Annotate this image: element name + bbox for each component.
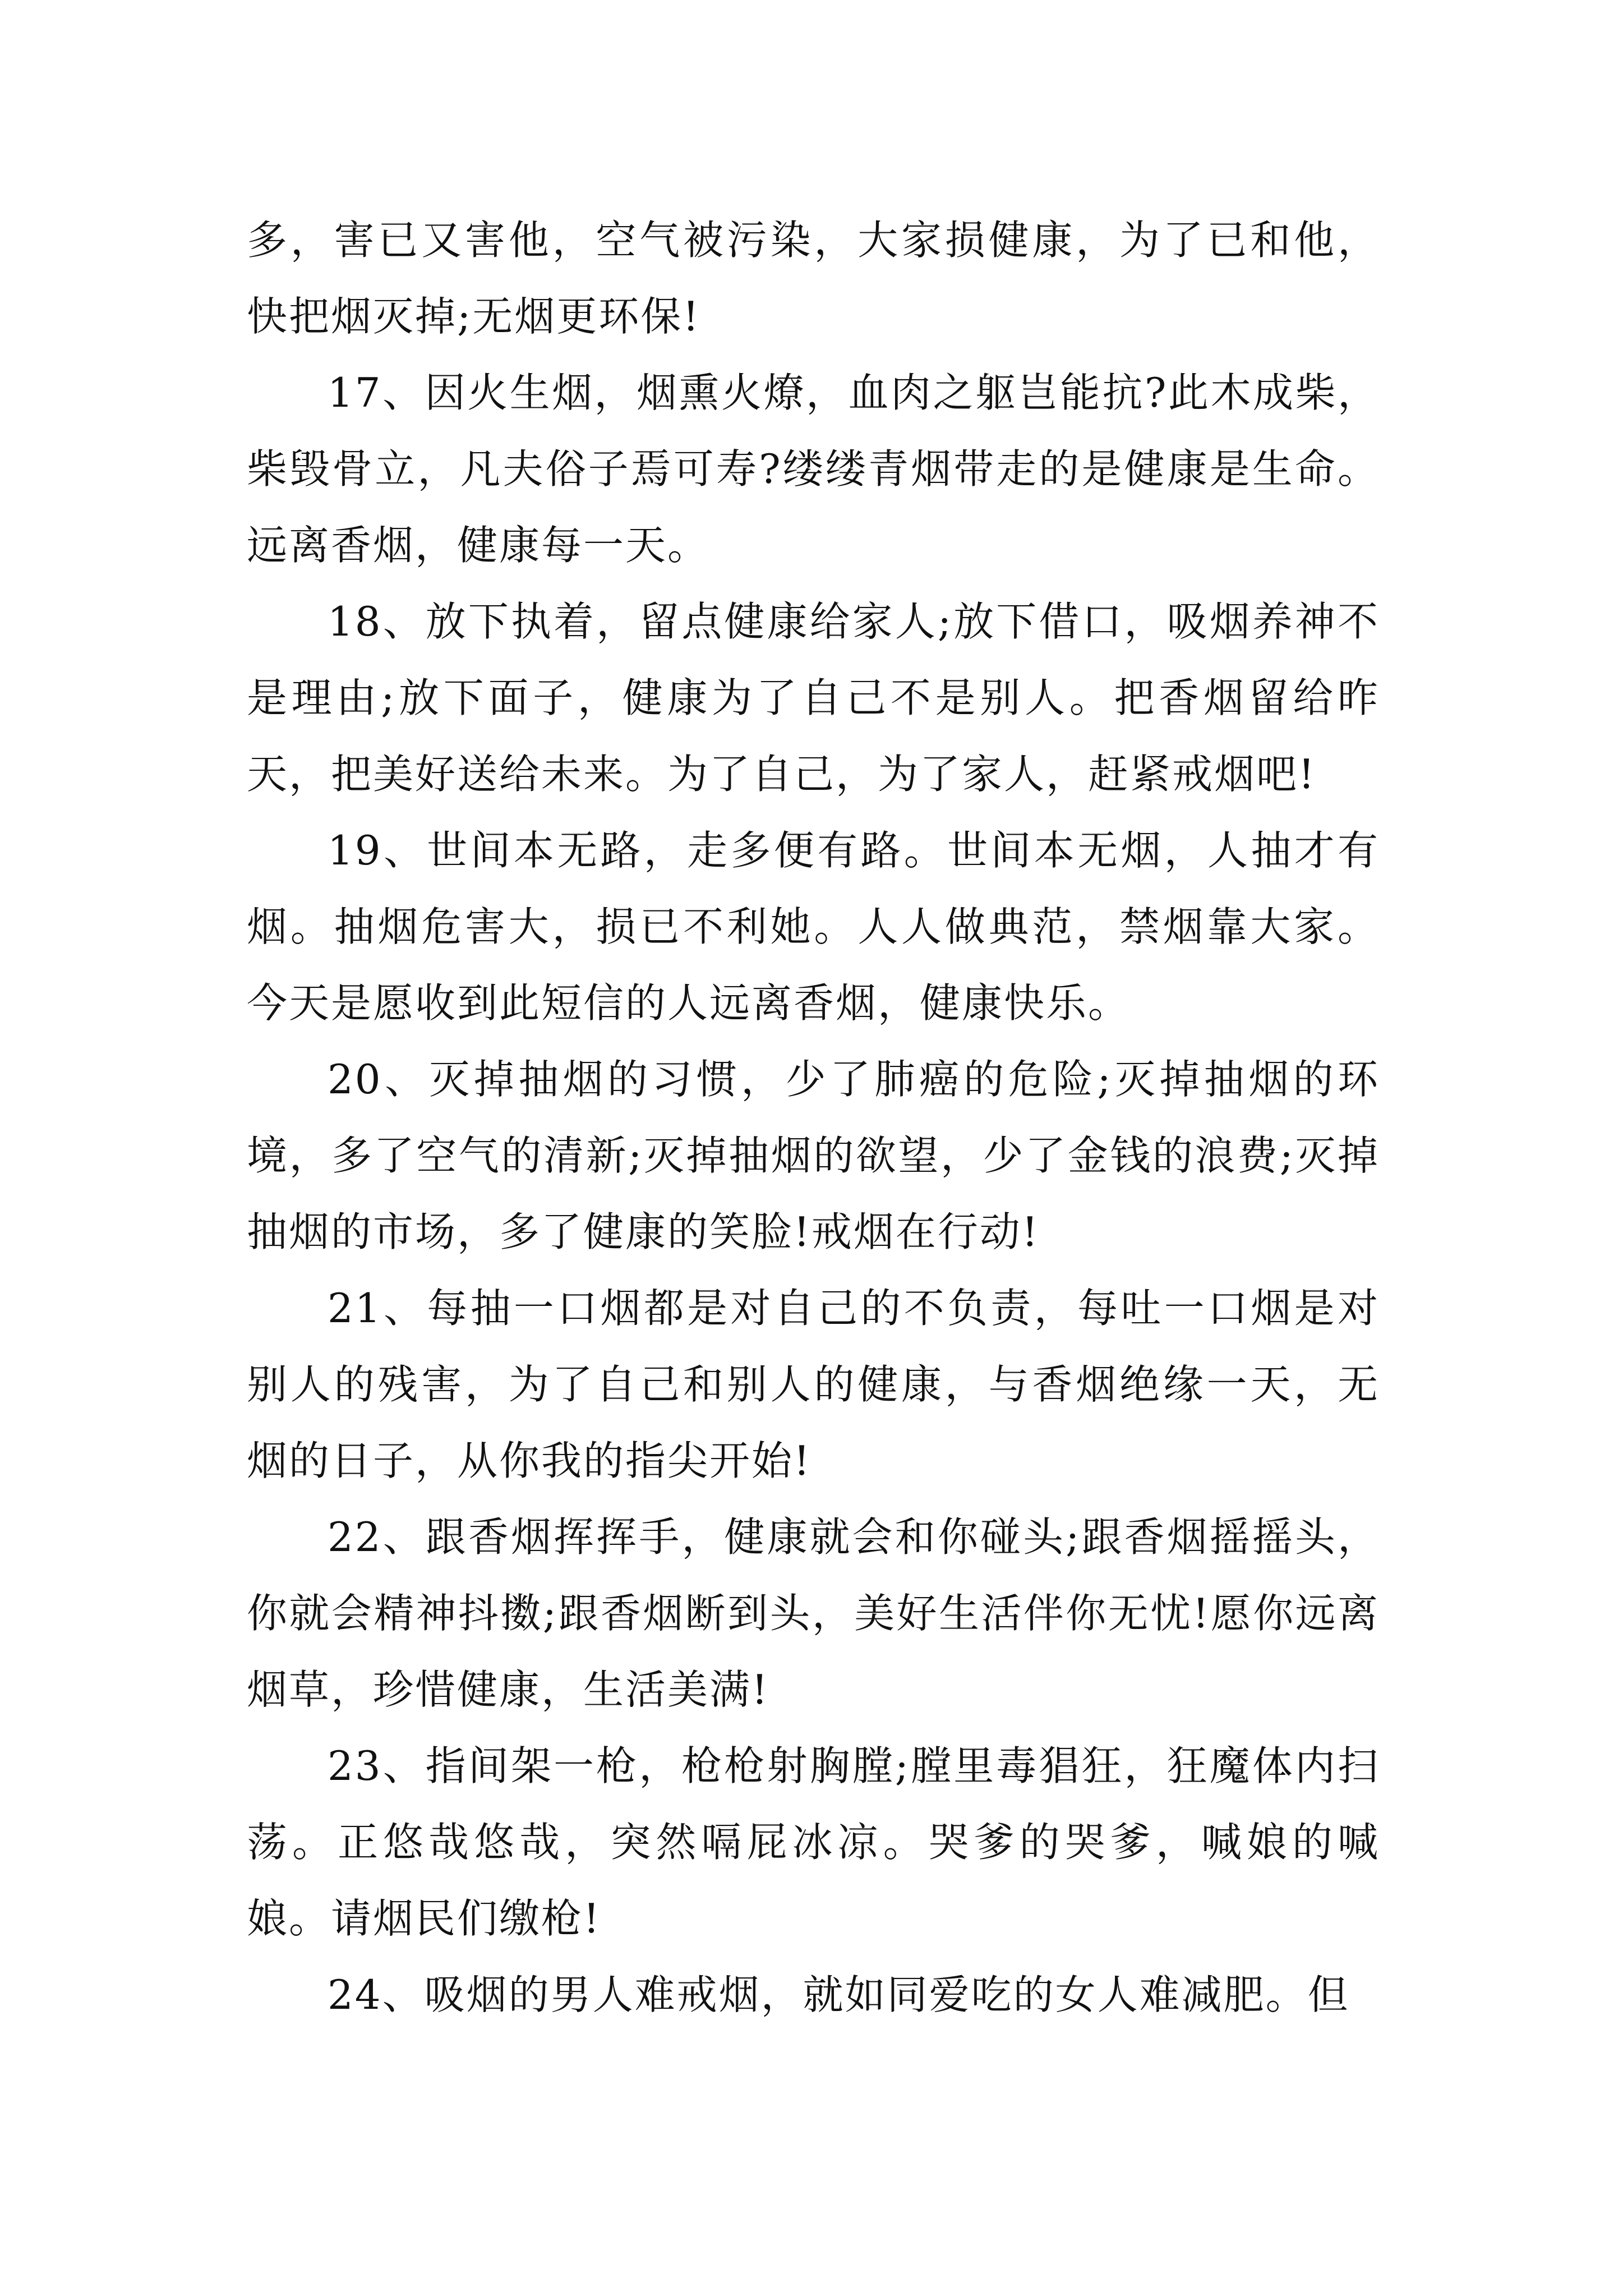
paragraph-item-21: 21、每抽一口烟都是对自己的不负责，每吐一口烟是对别人的残害，为了自己和别人的健康，与香烟绝缘一天，无烟的日子，从你我的指尖开始! [247, 1285, 1380, 1484]
paragraph-item-20: 20、灭掉抽烟的习惯，少了肺癌的危险;灭掉抽烟的环境，多了空气的清新;灭掉抽烟的欲望，少了金钱的浪费;灭掉抽烟的市场，多了健康的笑脸!戒烟在行动! [247, 1056, 1380, 1255]
paragraph-item-23: 23、指间架一枪，枪枪射胸膛;膛里毒猖狂，狂魔体内扫荡。正悠哉悠哉，突然嗝屁冰凉。哭爹的哭爹，喊娘的喊娘。请烟民们缴枪! [247, 1742, 1380, 1942]
paragraph-item-24: 24、吸烟的男人难戒烟，就如同爱吃的女人难减肥。但 [328, 1971, 1350, 2018]
paragraph-continuation: 多，害已又害他，空气被污染，大家损健康，为了已和他，快把烟灭掉;无烟更环保! [247, 217, 1380, 340]
paragraph-item-19: 19、世间本无路，走多便有路。世间本无烟，人抽才有烟。抽烟危害大，损已不利她。人人做典范，禁烟靠大家。今天是愿收到此短信的人远离香烟，健康快乐。 [247, 827, 1380, 1027]
paragraph-item-18: 18、放下执着，留点健康给家人;放下借口，吸烟养神不是理由;放下面子，健康为了自己不是别人。把香烟留给昨天，把美好送给未来。为了自己，为了家人，赶紧戒烟吧! [247, 598, 1380, 798]
paragraph-item-17: 17、因火生烟，烟熏火燎，血肉之躯岂能抗?此木成柴，柴毁骨立，凡夫俗子焉可寿?缕缕青烟带走的是健康是生命。远离香烟，健康每一天。 [247, 369, 1380, 569]
paragraph-item-22: 22、跟香烟挥挥手，健康就会和你碰头;跟香烟摇摇头，你就会精神抖擞;跟香烟断到头，美好生活伴你无忧!愿你远离烟草，珍惜健康，生活美满! [247, 1513, 1380, 1713]
document-body [247, 202, 1380, 2033]
